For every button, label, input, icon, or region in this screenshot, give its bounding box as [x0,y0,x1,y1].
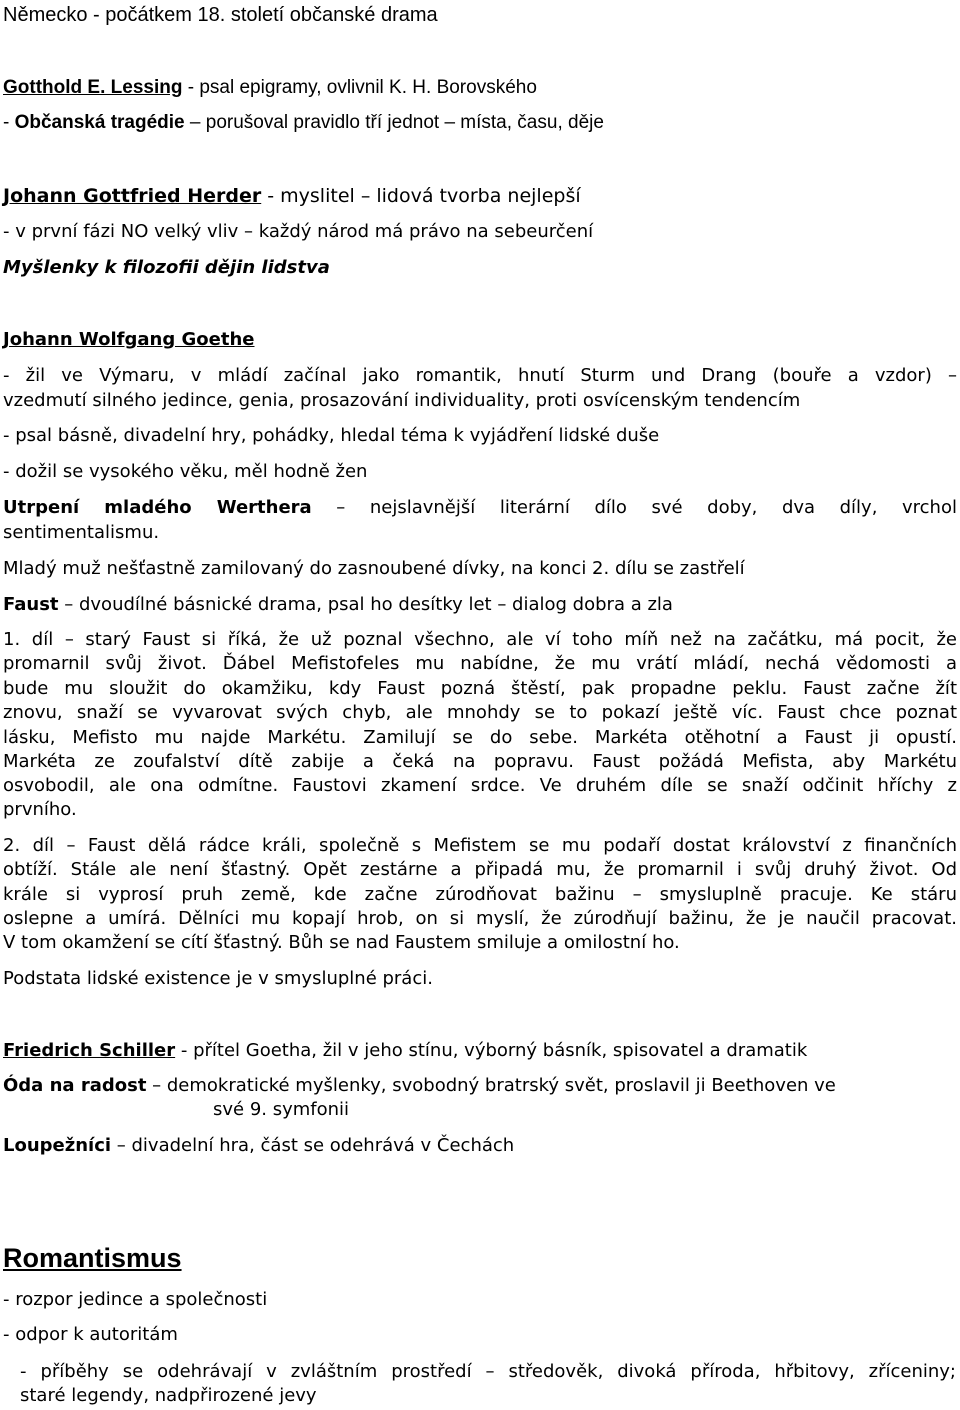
herder-line [3,184,581,208]
herder-name: Johann Gottfried Herder [3,185,262,207]
oda-line [3,1074,836,1098]
romantismus-point-cont: staré legendy, nadpřirozené jevy [20,1385,317,1406]
dash: - [3,112,15,133]
faust-line [3,593,673,617]
obcanska-tragedie-desc: – porušoval pravidlo tří jednot – místa, času, děje [184,112,604,133]
lessing-desc: - psal epigramy, ovlivnil K. H. Borovského [182,77,537,98]
faust-part1-line: 1. díl – starý Faust si říká, že už poznal všechno, ale ví toho míň než na začátku, má pocit, že [3,629,957,650]
faust-conclusion: Podstata lidské existence je v smysluplné práci. [3,968,433,989]
romantismus-point: - příběhy se odehrávají v zvláštním prostředí – středověk, divoká příroda, hřbitovy, zříceniny; [20,1361,956,1382]
goethe-line-1: - žil ve Výmaru, v mládí začínal jako romantik, hnutí Sturm und Drang (bouře a vzdor) – [3,365,957,386]
loupeznici-title: Loupežníci [3,1135,112,1156]
faust-part1-line: osvobodil, ale ona odmítne. Faustovi zkamení srdce. Ve druhém díle se snaží odčinit hříchy z [3,775,957,796]
schiller-desc: - přítel Goetha, žil v jeho stínu, výborný básník, spisovatel a dramatik [175,1040,808,1061]
faust-part1-line: znovu, snaží se vyvarovat svých chyb, ale mnohdy se to pokazí ještě víc. Faust chce poznat [3,702,957,723]
werther-plot: Mladý muž nešťastně zamilovaný do zasnoubené dívky, na konci 2. dílu se zastřelí [3,558,745,579]
oda-line-cont: své 9. symfonii [213,1099,350,1120]
faust-part1-line: lásku, Mefisto mu najde Markétu. Zamilují se do sebe. Markéta otěhotní a Faust ji opustí. [3,727,957,748]
faust-part2-line: oslepne a umírá. Dělníci mu kopají hrob, on si myslí, že zúrodňují bažinu, že je naučil pracovat. [3,908,957,929]
romantismus-point: - rozpor jedince a společnosti [3,1289,268,1310]
loupeznici-line [3,1134,514,1158]
schiller-name: Friedrich Schiller [3,1040,176,1061]
faust-part2-line: obtíží. Stále ale není šťastný. Opět zestárne a připadá mu, že promarnil i svůj druhý život. Od [3,859,957,880]
goethe-heading: Johann Wolfgang Goethe [3,329,255,350]
intro-line: Německo - počátkem 18. století občanské drama [3,4,438,26]
faust-title: Faust [3,594,59,615]
herder-work-title: Myšlenky k filozofii dějin lidstva [3,257,330,278]
goethe-line-2: vzedmutí silného jedince, genia, prosazování individuality, proti osvícenským tendencím [3,390,801,411]
faust-part1-line: Markéta ze zoufalství dítě zabije a čeká na popravu. Faust požádá Mefista, aby Markétu [3,751,957,772]
faust-part2-line: V tom okamžení se cítí šťastný. Bůh se nad Faustem smiluje a omilostní ho. [3,932,680,953]
faust-part1-line: prvního. [3,799,77,820]
obcanska-tragedie-line [3,111,604,135]
oda-title: Óda na radost [3,1075,147,1096]
herder-influence-line: - v první fázi NO velký vliv – každý národ má právo na sebeurčení [3,221,594,242]
werther-line [3,496,957,520]
faust-part1-line: bude mu sloužit do okamžiku, kdy Faust pozná štěstí, pak propadne peklu. Faust začne žít [3,678,957,699]
werther-line-cont: sentimentalismu. [3,522,160,543]
goethe-line-3: - psal básně, divadelní hry, pohádky, hledal téma k vyjádření lidské duše [3,425,660,446]
werther-title: Utrpení mladého Werthera [3,497,312,518]
herder-desc: - myslitel – lidová tvorba nejlepší [261,185,581,207]
goethe-line-4: - dožil se vysokého věku, měl hodně žen [3,461,368,482]
werther-desc: – nejslavnější literární dílo své doby, dva díly, vrchol [311,497,957,518]
faust-part2-line: 2. díl – Faust dělá rádce králi, společně s Mefistem se mu podaří dostat království z finančních [3,835,957,856]
romantismus-point: - odpor k autoritám [3,1324,178,1345]
faust-part1-line: promarnil svůj život. Ďábel Mefistofeles mu nabídne, že mu vrátí mládí, nechá vědomosti a [3,653,957,674]
lessing-line [3,76,537,100]
obcanska-tragedie-term: Občanská tragédie [14,112,185,133]
schiller-line [3,1039,807,1063]
oda-desc: – demokratické myšlenky, svobodný bratrský svět, proslavil ji Beethoven ve [146,1075,836,1096]
romantismus-heading: Romantismus [3,1243,182,1273]
lessing-name: Gotthold E. Lessing [3,77,183,98]
faust-desc: – dvoudílné básnické drama, psal ho desítky let – dialog dobra a zla [58,594,673,615]
faust-part2-line: krále si vyprosí pruh země, kde začne zúrodňovat bažinu – smysluplně pracuje. Ke stáru [3,884,957,905]
loupeznici-desc: – divadelní hra, část se odehrává v Čechách [111,1135,515,1156]
